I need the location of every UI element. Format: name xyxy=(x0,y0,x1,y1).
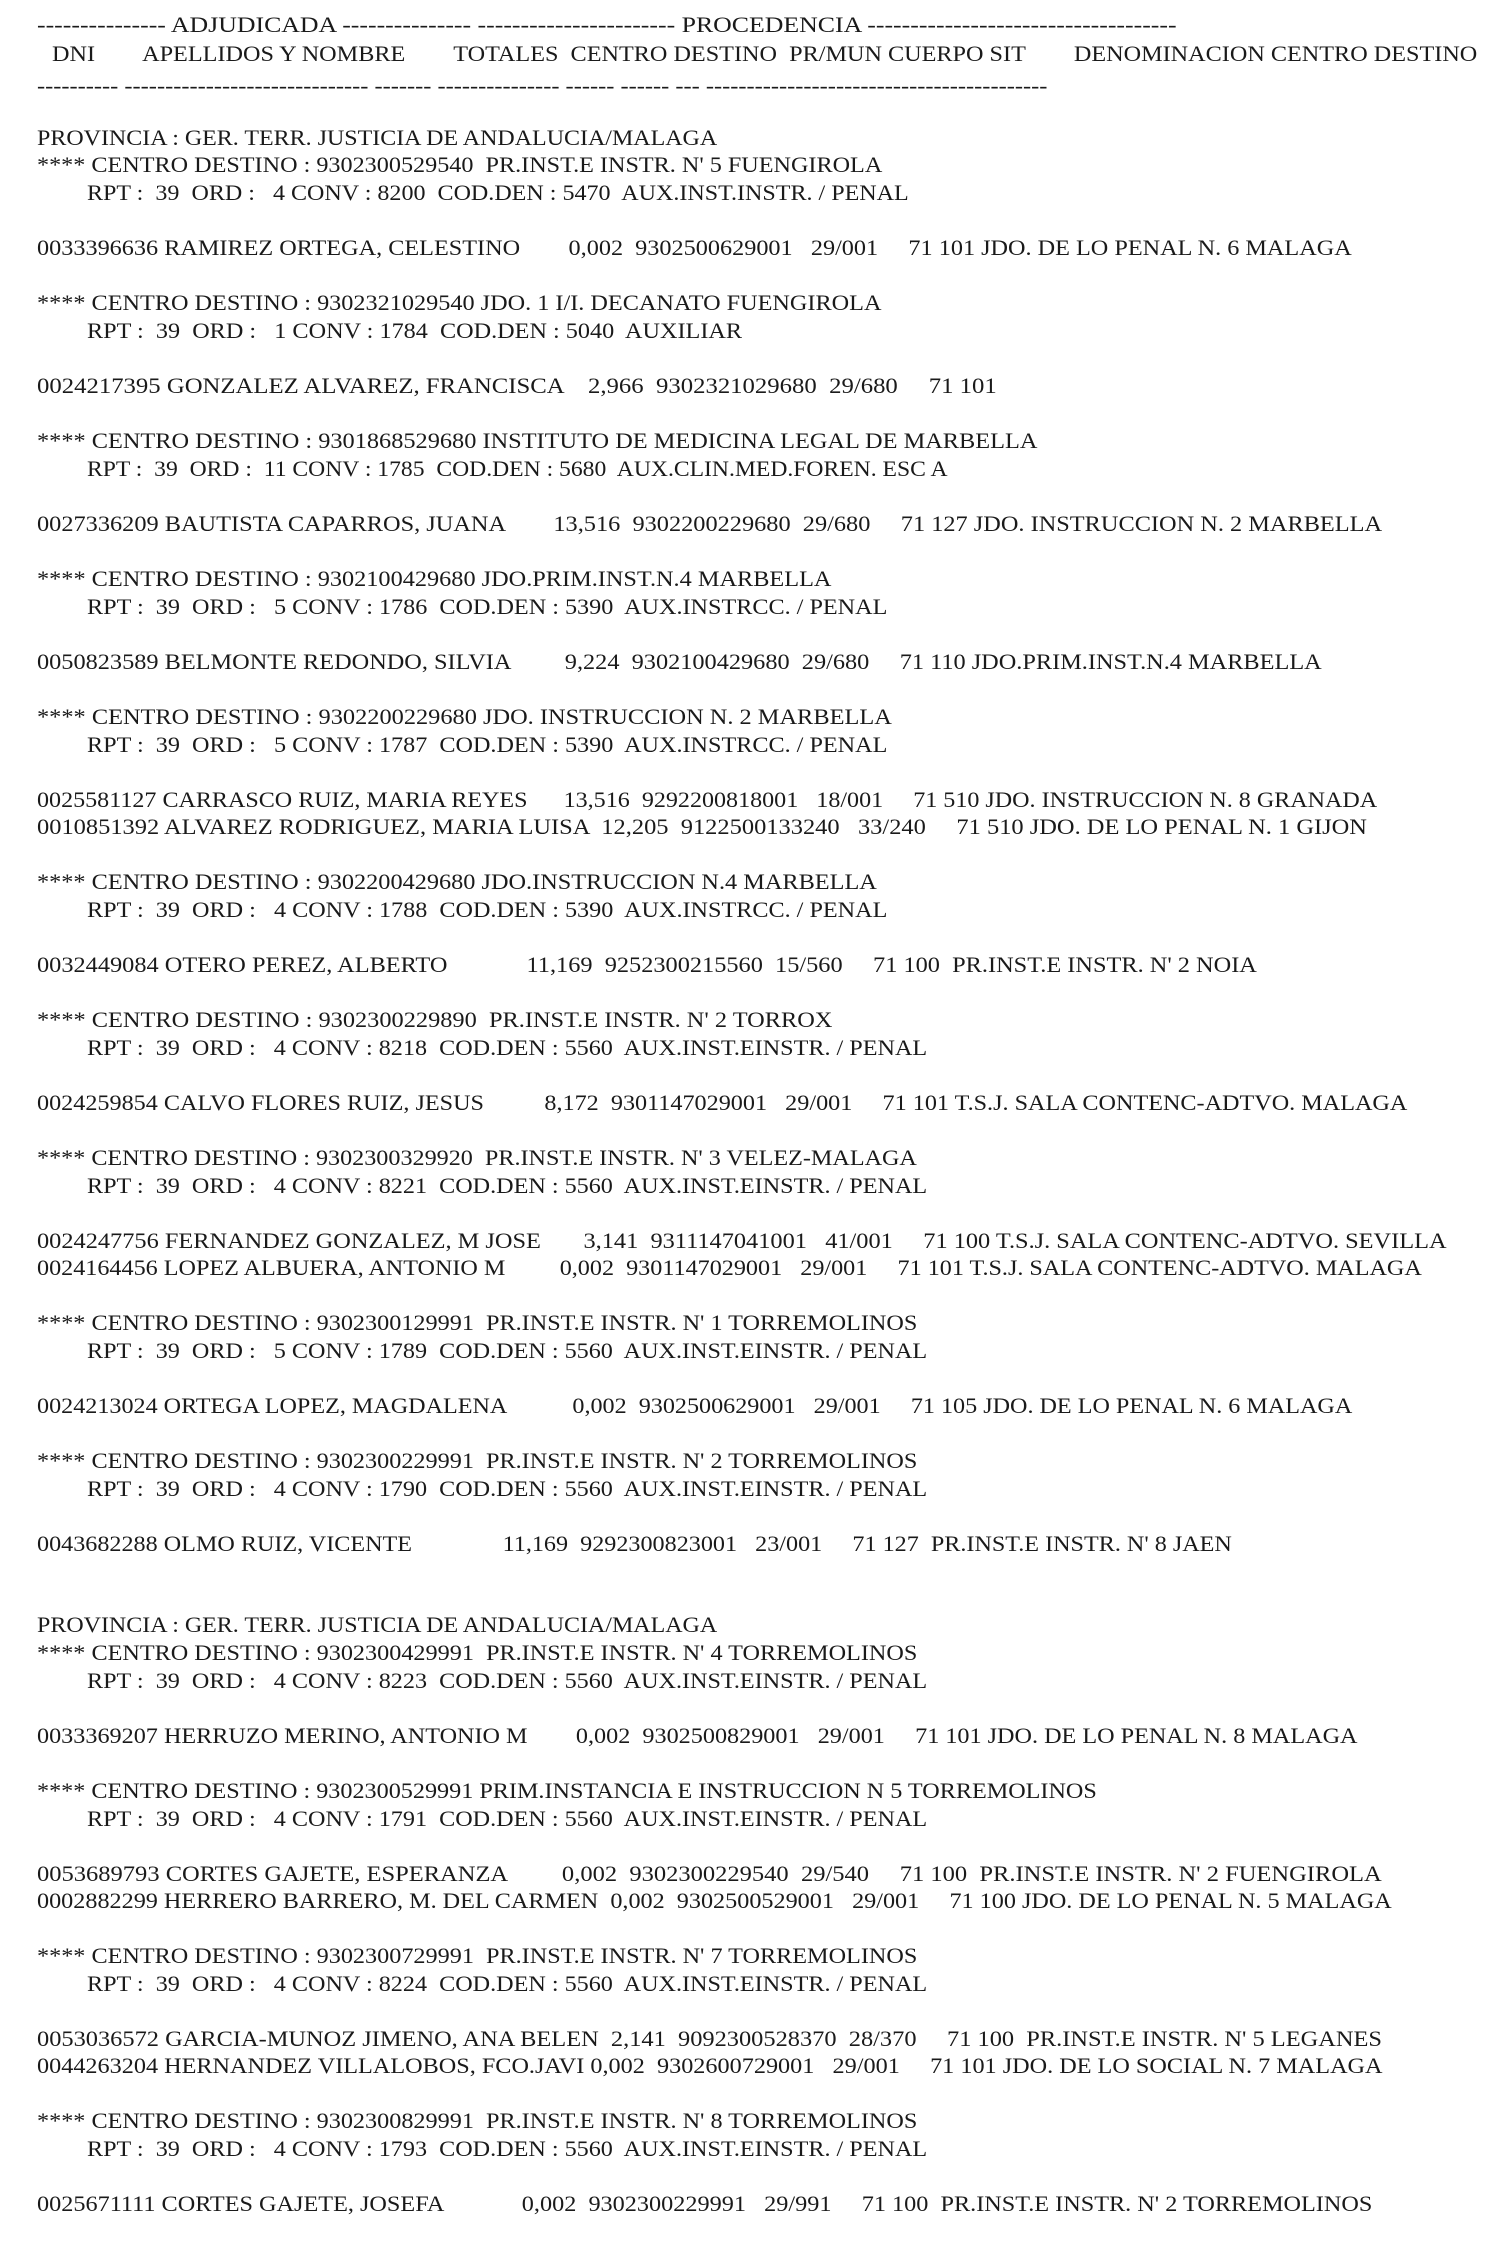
record-row: 0053036572 GARCIA-MUNOZ JIMENO, ANA BELEN 2,141 9092300528370 28/370 71 100 PR.INST.E INSTR. N' 5 LEGANES xyxy=(37,2026,1382,2051)
rpt-line: RPT : 39 ORD : 4 CONV : 8223 COD.DEN : 5560 AUX.INST.EINSTR. / PENAL xyxy=(87,1668,928,1693)
centro-destino: **** CENTRO DESTINO : 9302300429991 PR.INST.E INSTR. N' 4 TORREMOLINOS xyxy=(37,1640,918,1665)
provincia-heading: PROVINCIA : GER. TERR. JUSTICIA DE ANDALUCIA/MALAGA xyxy=(37,125,718,150)
rpt-line: RPT : 39 ORD : 4 CONV : 1793 COD.DEN : 5560 AUX.INST.EINSTR. / PENAL xyxy=(87,2136,928,2161)
record-row: 0024259854 CALVO FLORES RUIZ, JESUS 8,172 9301147029001 29/001 71 101 T.S.J. SALA CONTENC-ADTVO. MALAGA xyxy=(37,1090,1408,1115)
rpt-line: RPT : 39 ORD : 4 CONV : 8224 COD.DEN : 5560 AUX.INST.EINSTR. / PENAL xyxy=(87,1971,928,1996)
record-row: 0032449084 OTERO PEREZ, ALBERTO 11,169 9252300215560 15/560 71 100 PR.INST.E INSTR. N' 2 NOIA xyxy=(37,952,1257,977)
record-row: 0025671111 CORTES GAJETE, JOSEFA 0,002 9302300229991 29/991 71 100 PR.INST.E INSTR. N' 2 TORREMOLINOS xyxy=(37,2191,1373,2216)
record-row: 0044263204 HERNANDEZ VILLALOBOS, FCO.JAVI 0,002 9302600729001 29/001 71 101 JDO. DE LO SOCIAL N. 7 MALAGA xyxy=(37,2053,1383,2078)
header-rule-top: --------------- ADJUDICADA --------------- ----------------------- PROCEDENCIA ------------------------------------ xyxy=(37,12,1177,37)
record-row: 0024164456 LOPEZ ALBUERA, ANTONIO M 0,002 9301147029001 29/001 71 101 T.S.J. SALA CONTENC-ADTVO. MALAGA xyxy=(37,1255,1422,1280)
record-row: 0033369207 HERRUZO MERINO, ANTONIO M 0,002 9302500829001 29/001 71 101 JDO. DE LO PENAL N. 8 MALAGA xyxy=(37,1723,1358,1748)
centro-destino: **** CENTRO DESTINO : 9302300529540 PR.INST.E INSTR. N' 5 FUENGIROLA xyxy=(37,152,883,177)
record-row: 0002882299 HERRERO BARRERO, M. DEL CARMEN 0,002 9302500529001 29/001 71 100 JDO. DE LO PENAL N. 5 MALAGA xyxy=(37,1888,1392,1913)
record-row: 0027336209 BAUTISTA CAPARROS, JUANA 13,516 9302200229680 29/680 71 127 JDO. INSTRUCCION N. 2 MARBELLA xyxy=(37,511,1383,536)
centro-destino: **** CENTRO DESTINO : 9302300329920 PR.INST.E INSTR. N' 3 VELEZ-MALAGA xyxy=(37,1145,917,1170)
record-row: 0010851392 ALVAREZ RODRIGUEZ, MARIA LUISA 12,205 9122500133240 33/240 71 510 JDO. DE LO PENAL N. 1 GIJON xyxy=(37,814,1367,839)
rpt-line: RPT : 39 ORD : 4 CONV : 1791 COD.DEN : 5560 AUX.INST.EINSTR. / PENAL xyxy=(87,1806,928,1831)
record-row: 0043682288 OLMO RUIZ, VICENTE 11,169 9292300823001 23/001 71 127 PR.INST.E INSTR. N' 8 JAEN xyxy=(37,1531,1232,1556)
centro-destino: **** CENTRO DESTINO : 9302300229890 PR.INST.E INSTR. N' 2 TORROX xyxy=(37,1007,833,1032)
record-row: 0053689793 CORTES GAJETE, ESPERANZA 0,002 9302300229540 29/540 71 100 PR.INST.E INSTR. N' 2 FUENGIROLA xyxy=(37,1861,1382,1886)
record-row: 0050823589 BELMONTE REDONDO, SILVIA 9,224 9302100429680 29/680 71 110 JDO.PRIM.INST.N.4 MARBELLA xyxy=(37,649,1322,674)
rpt-line: RPT : 39 ORD : 4 CONV : 1790 COD.DEN : 5560 AUX.INST.EINSTR. / PENAL xyxy=(87,1476,928,1501)
header-rule-bottom: ---------- ------------------------------ ------- --------------- ------ ------ --- ------------------------------------------ xyxy=(37,73,1048,98)
record-row: 0025581127 CARRASCO RUIZ, MARIA REYES 13,516 9292200818001 18/001 71 510 JDO. INSTRUCCION N. 8 GRANADA xyxy=(37,787,1378,812)
centro-destino: **** CENTRO DESTINO : 9302300229991 PR.INST.E INSTR. N' 2 TORREMOLINOS xyxy=(37,1448,918,1473)
centro-destino: **** CENTRO DESTINO : 9302300129991 PR.INST.E INSTR. N' 1 TORREMOLINOS xyxy=(37,1310,918,1335)
provincia-heading: PROVINCIA : GER. TERR. JUSTICIA DE ANDALUCIA/MALAGA xyxy=(37,1612,718,1637)
centro-destino: **** CENTRO DESTINO : 9302200429680 JDO.INSTRUCCION N.4 MARBELLA xyxy=(37,869,877,894)
rpt-line: RPT : 39 ORD : 4 CONV : 8221 COD.DEN : 5560 AUX.INST.EINSTR. / PENAL xyxy=(87,1173,928,1198)
centro-destino: **** CENTRO DESTINO : 9301868529680 INSTITUTO DE MEDICINA LEGAL DE MARBELLA xyxy=(37,428,1038,453)
column-headers: DNI APELLIDOS Y NOMBRE TOTALES CENTRO DESTINO PR/MUN CUERPO SIT DENOMINACION CENTRO DESTINO xyxy=(52,41,1478,66)
centro-destino: **** CENTRO DESTINO : 9302300729991 PR.INST.E INSTR. N' 7 TORREMOLINOS xyxy=(37,1943,918,1968)
rpt-line: RPT : 39 ORD : 1 CONV : 1784 COD.DEN : 5040 AUXILIAR xyxy=(87,318,743,343)
rpt-line: RPT : 39 ORD : 5 CONV : 1787 COD.DEN : 5390 AUX.INSTRCC. / PENAL xyxy=(87,732,888,757)
rpt-line: RPT : 39 ORD : 4 CONV : 8200 COD.DEN : 5470 AUX.INST.INSTR. / PENAL xyxy=(87,180,909,205)
centro-destino: **** CENTRO DESTINO : 9302300529991 PRIM.INSTANCIA E INSTRUCCION N 5 TORREMOLINOS xyxy=(37,1778,1097,1803)
rpt-line: RPT : 39 ORD : 4 CONV : 8218 COD.DEN : 5560 AUX.INST.EINSTR. / PENAL xyxy=(87,1035,928,1060)
centro-destino: **** CENTRO DESTINO : 9302321029540 JDO. 1 I/I. DECANATO FUENGIROLA xyxy=(37,290,882,315)
rpt-line: RPT : 39 ORD : 5 CONV : 1786 COD.DEN : 5390 AUX.INSTRCC. / PENAL xyxy=(87,594,888,619)
rpt-line: RPT : 39 ORD : 4 CONV : 1788 COD.DEN : 5390 AUX.INSTRCC. / PENAL xyxy=(87,897,888,922)
centro-destino: **** CENTRO DESTINO : 9302200229680 JDO. INSTRUCCION N. 2 MARBELLA xyxy=(37,704,892,729)
record-row: 0024213024 ORTEGA LOPEZ, MAGDALENA 0,002 9302500629001 29/001 71 105 JDO. DE LO PENAL N. 6 MALAGA xyxy=(37,1393,1353,1418)
rpt-line: RPT : 39 ORD : 11 CONV : 1785 COD.DEN : 5680 AUX.CLIN.MED.FOREN. ESC A xyxy=(87,456,948,481)
rpt-line: RPT : 39 ORD : 5 CONV : 1789 COD.DEN : 5560 AUX.INST.EINSTR. / PENAL xyxy=(87,1338,928,1363)
record-row: 0024247756 FERNANDEZ GONZALEZ, M JOSE 3,141 9311147041001 41/001 71 100 T.S.J. SALA CONTENC-ADTVO. SEVILLA xyxy=(37,1228,1447,1253)
record-row: 0024217395 GONZALEZ ALVAREZ, FRANCISCA 2,966 9302321029680 29/680 71 101 xyxy=(37,373,997,398)
centro-destino: **** CENTRO DESTINO : 9302300829991 PR.INST.E INSTR. N' 8 TORREMOLINOS xyxy=(37,2108,918,2133)
centro-destino: **** CENTRO DESTINO : 9302100429680 JDO.PRIM.INST.N.4 MARBELLA xyxy=(37,566,832,591)
record-row: 0033396636 RAMIREZ ORTEGA, CELESTINO 0,002 9302500629001 29/001 71 101 JDO. DE LO PENAL N. 6 MALAGA xyxy=(37,235,1352,260)
